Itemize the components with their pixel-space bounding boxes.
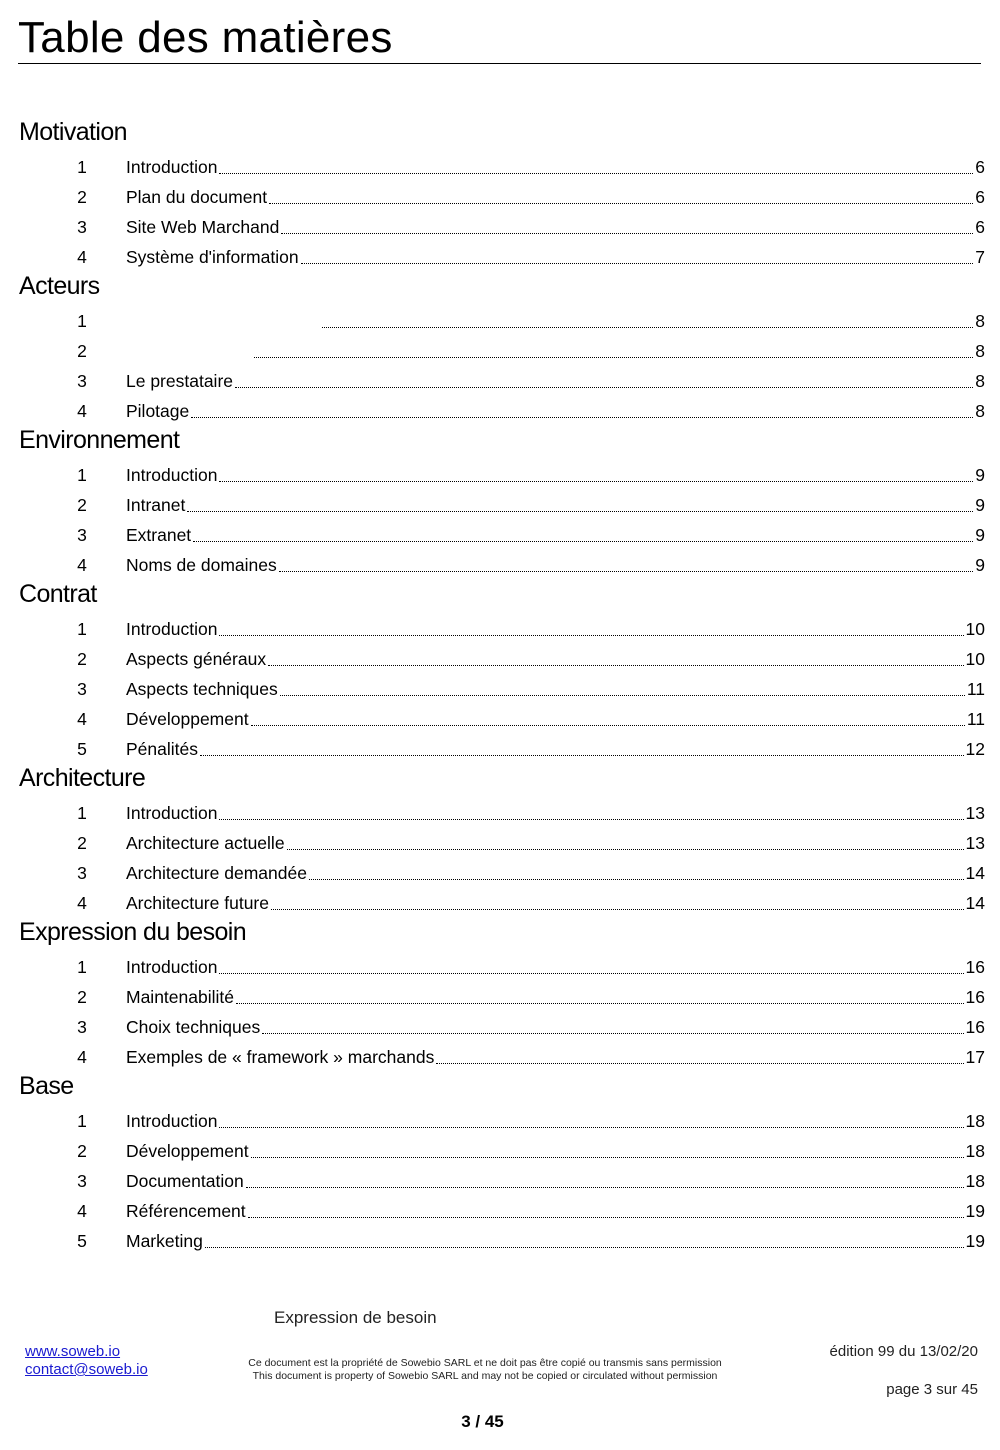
entry-page-number: 16	[965, 1017, 985, 1037]
entry-page-number: 18	[965, 1141, 985, 1161]
entry-label: Maintenabilité	[126, 987, 234, 1007]
entry-page-number: 10	[965, 649, 985, 669]
toc-entry[interactable]	[0, 858, 985, 888]
section-heading[interactable]: Environnement	[19, 426, 180, 454]
toc-entry[interactable]	[0, 982, 985, 1012]
dot-leader	[236, 1002, 964, 1004]
entry-label	[126, 336, 252, 366]
entry-label: Introduction	[126, 157, 218, 177]
section-heading[interactable]: Motivation	[19, 118, 127, 146]
dot-leader	[219, 480, 973, 482]
entry-number: 2	[77, 833, 87, 853]
entry-number: 4	[77, 1047, 87, 1067]
entry-number: 4	[77, 893, 87, 913]
edition-info: édition 99 du 13/02/20	[829, 1343, 978, 1360]
toc-entry[interactable]	[0, 1106, 985, 1136]
dot-leader	[219, 172, 973, 174]
toc-entry[interactable]	[0, 366, 985, 396]
entry-page-number: 7	[975, 247, 985, 267]
document-subject: Expression de besoin	[274, 1308, 437, 1327]
entry-page-number: 14	[965, 863, 985, 883]
dot-leader	[279, 570, 973, 572]
page-number: page 3 sur 45	[886, 1381, 978, 1398]
entry-number: 1	[77, 619, 87, 639]
entry-page-number: 11	[966, 709, 985, 729]
entry-label: Aspects généraux	[126, 649, 267, 669]
copyright-notice	[185, 1357, 785, 1383]
entry-page-number: 16	[965, 987, 985, 1007]
toc-entry[interactable]	[0, 520, 985, 550]
entry-page-number: 10	[965, 619, 985, 639]
entry-page-number: 18	[965, 1171, 985, 1191]
entry-label: Exemples de « framework » marchands	[126, 1047, 435, 1067]
entry-page-number: 14	[965, 893, 985, 913]
entry-page-number: 6	[975, 187, 985, 207]
entry-number: 1	[77, 311, 87, 331]
toc-entry[interactable]	[0, 1166, 985, 1196]
dot-leader	[251, 724, 965, 726]
entry-label: Pénalités	[126, 739, 198, 759]
toc-entry[interactable]	[0, 734, 985, 764]
dot-leader	[281, 232, 973, 234]
dot-leader	[436, 1062, 963, 1064]
toc-entry[interactable]	[0, 182, 985, 212]
entry-number: 4	[77, 1201, 87, 1221]
dot-leader	[191, 416, 973, 418]
entry-label: Introduction	[126, 619, 218, 639]
entry-number: 4	[77, 709, 87, 729]
entry-label: Noms de domaines	[126, 555, 277, 575]
entry-label: Documentation	[126, 1171, 244, 1191]
entry-number: 2	[77, 987, 87, 1007]
entry-label: Marketing	[126, 1231, 203, 1251]
entry-number: 2	[77, 1141, 87, 1161]
dot-leader	[219, 972, 963, 974]
entry-number: 4	[77, 555, 87, 575]
entry-number: 1	[77, 157, 87, 177]
dot-leader	[262, 1032, 963, 1034]
entry-label: Système d'information	[126, 247, 299, 267]
entry-page-number: 9	[975, 525, 985, 545]
entry-label: Introduction	[126, 957, 218, 977]
entry-label: Intranet	[126, 495, 186, 515]
entry-page-number: 17	[965, 1047, 985, 1067]
dot-leader	[219, 634, 963, 636]
dot-leader	[271, 908, 964, 910]
entry-label: Extranet	[126, 525, 192, 545]
entry-number: 5	[77, 739, 87, 759]
entry-label: Introduction	[126, 465, 218, 485]
entry-number: 2	[77, 649, 87, 669]
entry-page-number: 6	[975, 217, 985, 237]
toc-entry[interactable]	[0, 336, 985, 366]
entry-page-number: 19	[965, 1201, 985, 1221]
entry-label	[126, 306, 320, 336]
entry-page-number: 16	[965, 957, 985, 977]
email-link[interactable]: contact@soweb.io	[25, 1361, 148, 1378]
section-heading[interactable]: Base	[19, 1072, 74, 1100]
entry-page-number: 18	[965, 1111, 985, 1131]
dot-leader	[269, 202, 973, 204]
toc-entry[interactable]	[0, 1226, 985, 1256]
dot-leader	[219, 818, 963, 820]
entry-page-number: 8	[975, 311, 985, 331]
viewer-page-indicator: 3 / 45	[461, 1412, 504, 1431]
entry-page-number: 8	[975, 401, 985, 421]
toc-entry[interactable]	[0, 1042, 985, 1072]
entry-label: Référencement	[126, 1201, 246, 1221]
entry-number: 3	[77, 1171, 87, 1191]
section-heading[interactable]: Acteurs	[19, 272, 100, 300]
title-divider	[18, 63, 981, 64]
entry-number: 5	[77, 1231, 87, 1251]
entry-page-number: 6	[975, 157, 985, 177]
copyright-notice-en: This document is property of Sowebio SARL and may not be copied or circulated without permission	[252, 1370, 718, 1382]
section-heading[interactable]: Contrat	[19, 580, 97, 608]
dot-leader	[280, 694, 965, 696]
toc-entry[interactable]	[0, 1012, 985, 1042]
entry-number: 2	[77, 495, 87, 515]
dot-leader	[205, 1246, 964, 1248]
entry-number: 1	[77, 465, 87, 485]
entry-number: 1	[77, 957, 87, 977]
dot-leader	[301, 262, 974, 264]
entry-label: Introduction	[126, 1111, 218, 1131]
toc-entry[interactable]	[0, 152, 985, 182]
entry-number: 1	[77, 1111, 87, 1131]
entry-page-number: 19	[965, 1231, 985, 1251]
dot-leader	[248, 1216, 964, 1218]
entry-label: Plan du document	[126, 187, 268, 207]
toc-entry[interactable]	[0, 674, 985, 704]
toc-entry[interactable]	[0, 460, 985, 490]
section-heading[interactable]: Expression du besoin	[19, 918, 247, 946]
entry-page-number: 8	[975, 341, 985, 361]
dot-leader	[235, 386, 973, 388]
toc-entry[interactable]	[0, 614, 985, 644]
entry-page-number: 9	[975, 495, 985, 515]
entry-label: Site Web Marchand	[126, 217, 280, 237]
entry-number: 3	[77, 371, 87, 391]
entry-label: Pilotage	[126, 401, 190, 421]
entry-label: Architecture demandée	[126, 863, 307, 883]
toc-entry[interactable]	[0, 550, 985, 580]
entry-label: Architecture future	[126, 893, 269, 913]
dot-leader	[246, 1186, 964, 1188]
section-heading[interactable]: Architecture	[19, 764, 146, 792]
entry-label: Introduction	[126, 803, 218, 823]
entry-number: 3	[77, 1017, 87, 1037]
toc-entry[interactable]	[0, 396, 985, 426]
dot-leader	[287, 848, 964, 850]
entry-label: Le prestataire	[126, 371, 234, 391]
entry-page-number: 13	[965, 803, 985, 823]
entry-number: 3	[77, 525, 87, 545]
dot-leader	[193, 540, 973, 542]
entry-number: 2	[77, 187, 87, 207]
toc-entry[interactable]	[0, 644, 985, 674]
entry-label: Architecture actuelle	[126, 833, 285, 853]
toc-entry[interactable]	[0, 306, 985, 336]
toc-entry[interactable]	[0, 1196, 985, 1226]
entry-number: 4	[77, 401, 87, 421]
entry-page-number: 9	[975, 465, 985, 485]
copyright-notice-fr: Ce document est la propriété de Sowebio SARL et ne doit pas être copié ou transmis sans permission	[248, 1357, 722, 1369]
entry-label: Choix techniques	[126, 1017, 261, 1037]
toc-entry[interactable]	[0, 212, 985, 242]
toc-entry[interactable]	[0, 704, 985, 734]
toc-entry[interactable]	[0, 490, 985, 520]
dot-leader	[254, 356, 973, 358]
entry-label: Développement	[126, 709, 249, 729]
toc-entry[interactable]	[0, 1136, 985, 1166]
footer-links	[25, 1343, 148, 1379]
toc-entry[interactable]	[0, 798, 985, 828]
website-link[interactable]: www.soweb.io	[25, 1343, 121, 1360]
dot-leader	[322, 326, 973, 328]
toc-entry[interactable]	[0, 242, 985, 272]
entry-page-number: 9	[975, 555, 985, 575]
entry-page-number: 11	[966, 679, 985, 699]
dot-leader	[268, 664, 963, 666]
entry-number: 3	[77, 863, 87, 883]
entry-number: 3	[77, 679, 87, 699]
toc-entry[interactable]	[0, 888, 985, 918]
entry-page-number: 8	[975, 371, 985, 391]
dot-leader	[309, 878, 964, 880]
entry-number: 2	[77, 341, 87, 361]
entry-label: Développement	[126, 1141, 249, 1161]
dot-leader	[219, 1126, 963, 1128]
entry-page-number: 12	[965, 739, 985, 759]
entry-number: 3	[77, 217, 87, 237]
entry-page-number: 13	[965, 833, 985, 853]
toc-entry[interactable]	[0, 828, 985, 858]
dot-leader	[200, 754, 964, 756]
entry-label: Aspects techniques	[126, 679, 278, 699]
toc-entry[interactable]	[0, 952, 985, 982]
dot-leader	[187, 510, 973, 512]
dot-leader	[251, 1156, 964, 1158]
page-title: Table des matières	[18, 13, 393, 62]
entry-number: 4	[77, 247, 87, 267]
entry-number: 1	[77, 803, 87, 823]
